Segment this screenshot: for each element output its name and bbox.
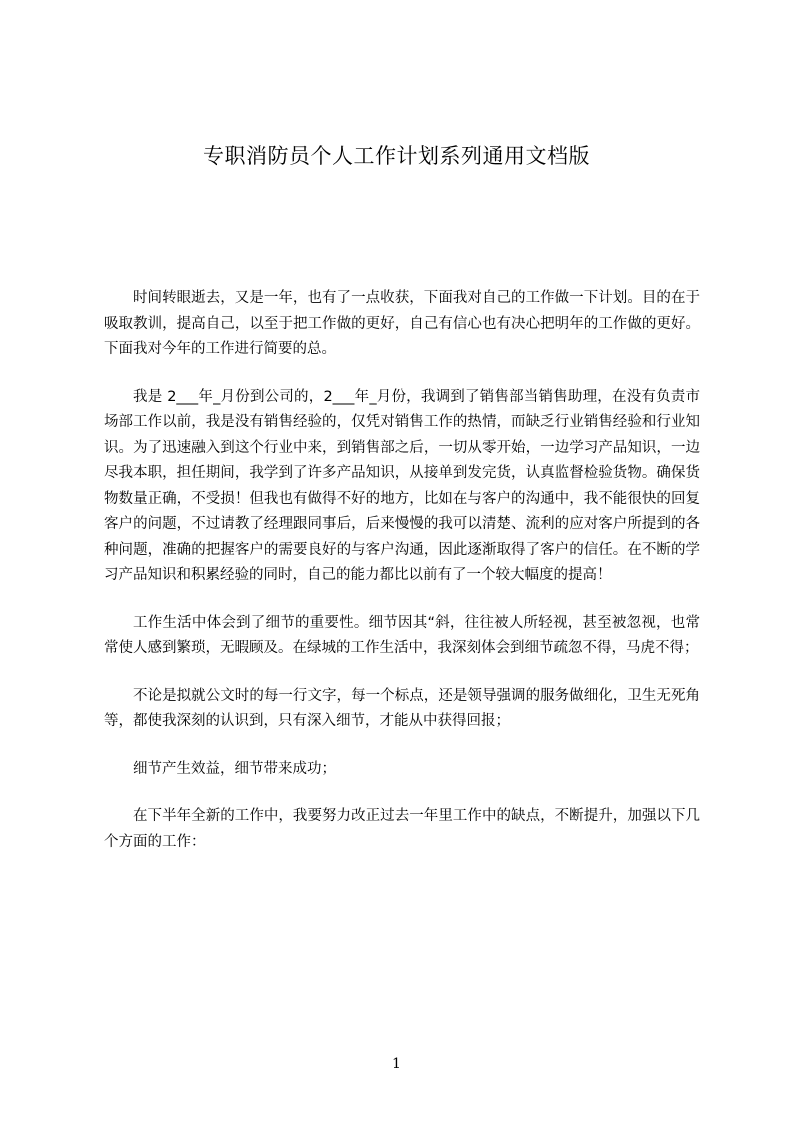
paragraph-sales-experience: 我是 2___年_月份到公司的，2___年_月份，我调到了销售部当销售助理，在没有负责市场部工作以前，我是没有销售经验的，仅凭对销售工作的热情，而缺乏行业销售经验和行业知识。为了迅速融入到这个行业中来，到销售部之后，一切从零开始，一边学习产品知识，一边尽我本职，担任期间，我学到了许多产品知识，从接单到发完货，认真监督检验货物。确保货物数量正确，不受损！但我也有做得不好的地方，比如在与客户的沟通中，我不能很快的回复客户的问题，不过请教了经理跟同事后，后来慢慢的我可以清楚、流利的应对客户所提到的各种问题，准确的把握客户的需要良好的与客户沟通，因此逐渐取得了客户的信任。在不断的学习产品知识和积累经验的同时，自己的能力都比以前有了一个较大幅度的提高！ <box>104 388 700 583</box>
paragraph-next-half-year: 在下半年全新的工作中，我要努力改正过去一年里工作中的缺点，不断提升，加强以下几个方面的工作： <box>104 808 700 850</box>
paragraph-intro: 时间转眼逝去，又是一年，也有了一点收获，下面我对自己的工作做一下计划。目的在于吸取教训，提高自己，以至于把工作做的更好，自己有信心也有决心把明年的工作做的更好。下面我对今年的工作进行简要的总。 <box>104 290 700 357</box>
paragraph-deep-detail: 不论是拟就公文时的每一行文字，每一个标点，还是领导强调的服务做细化，卫生无死角等，都使我深刻的认识到，只有深入细节，才能从中获得回报； <box>104 687 700 729</box>
page-number: 1 <box>392 1056 401 1072</box>
paragraph-detail-importance: 工作生活中体会到了细节的重要性。细节因其“斜，往往被人所轻视，甚至被忽视，也常常使人感到繁琐，无暇顾及。在绿城的工作生活中，我深刻体会到细节疏忽不得，马虎不得； <box>104 614 700 656</box>
paragraph-detail-success: 细节产生效益，细节带来成功； <box>133 760 336 777</box>
document-body <box>104 286 700 877</box>
document-title: 专职消防员个人工作计划系列通用文档版 <box>203 144 590 168</box>
